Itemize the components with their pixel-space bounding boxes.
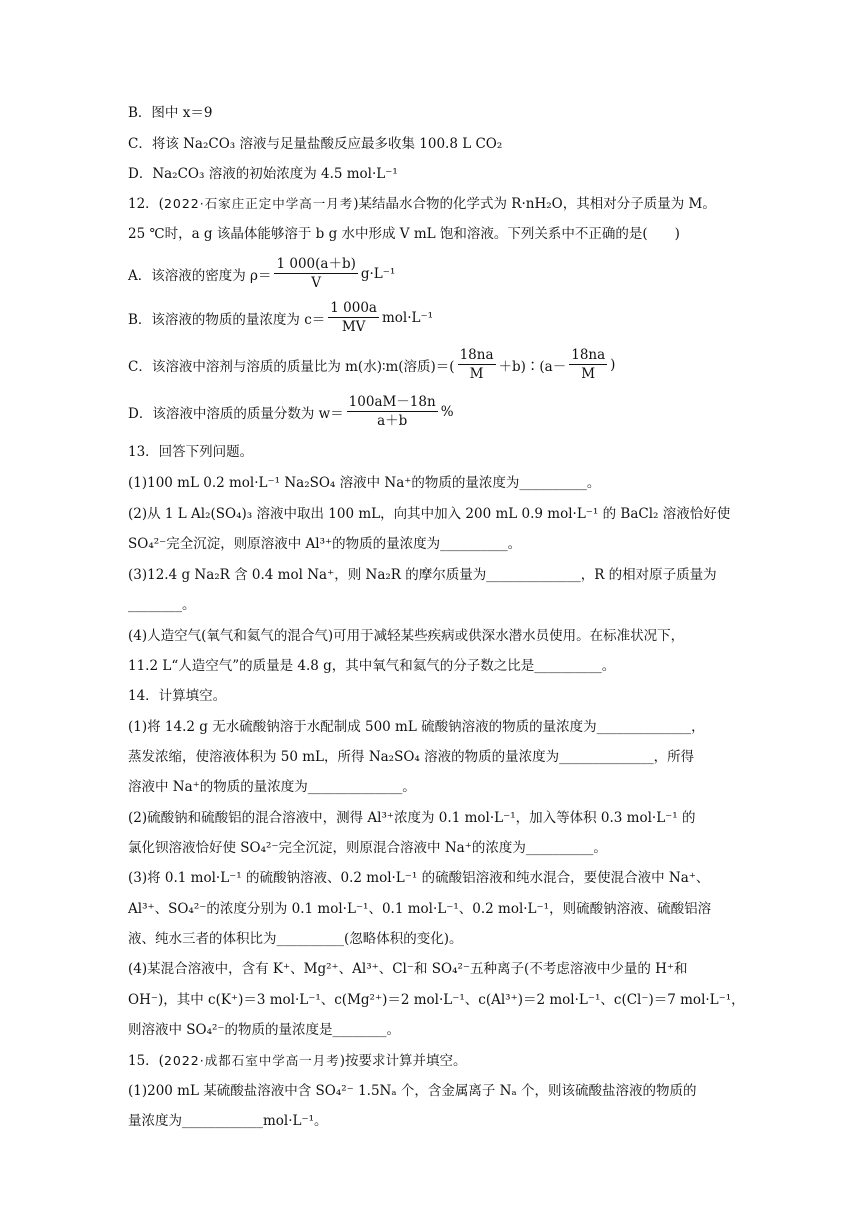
fraction-numerator: 18na bbox=[571, 347, 606, 363]
q14-part3-line2: Al³⁺、SO₄²⁻的浓度分别为 0.1 mol·L⁻¹、0.1 mol·L⁻¹、0.2 mol·L⁻¹，则硫酸钠溶液、硫酸铝溶 bbox=[128, 901, 712, 917]
q13-part2-line2: SO₄²⁻完全沉淀，则原溶液中 Al³⁺的物质的量浓度为__________。 bbox=[128, 536, 522, 552]
q13-part4-line2: 11.2 L“人造空气”的质量是 4.8 g，其中氧气和氦气的分子数之比是__________。 bbox=[128, 658, 616, 674]
q13-part3-line2: ________。 bbox=[128, 597, 196, 613]
fraction-numerator: 1 000a bbox=[330, 300, 377, 316]
q12-option-a bbox=[128, 256, 395, 291]
q13-part2: (2)从 1 L Al₂(SO₄)₃ 溶液中取出 100 mL，向其中加入 200 mL 0.9 mol·L⁻¹ 的 BaCl₂ 溶液恰好使 bbox=[128, 506, 731, 522]
mass-fraction-formula bbox=[347, 394, 438, 429]
q13-part4: (4)人造空气(氧气和氦气的混合气)可用于减轻某些疾病或供深水潜水员使用。在标准状况下， bbox=[128, 628, 685, 644]
q15-number: 15．( bbox=[128, 1053, 164, 1069]
q11-option-d: D．Na₂CO₃ 溶液的初始浓度为 4.5 mol·L⁻¹ bbox=[128, 166, 398, 182]
q14-part1: (1)将 14.2 g 无水硫酸钠溶于水配制成 500 mL 硫酸钠溶液的物质的量浓度为______________， bbox=[128, 719, 705, 735]
q12-number: 12．( bbox=[128, 196, 164, 212]
q12-stem-line2: 25 ℃时，a g 该晶体能够溶于 b g 水中形成 V mL 饱和溶液。下列关系中不正确的是( ) bbox=[128, 226, 680, 242]
q13-part1: (1)100 mL 0.2 mol·L⁻¹ Na₂SO₄ 溶液中 Na⁺的物质的量浓度为__________。 bbox=[128, 475, 601, 491]
q14-part1-line2: 蒸发浓缩，使溶液体积为 50 mL，所得 Na₂SO₄ 溶液的物质的量浓度为______________，所得 bbox=[128, 749, 695, 765]
q14-part3: (3)将 0.1 mol·L⁻¹ 的硫酸钠溶液、0.2 mol·L⁻¹ 的硫酸铝溶液和纯水混合，要使混合液中 Na⁺、 bbox=[128, 870, 710, 886]
q14-title: 14．计算填空。 bbox=[128, 688, 227, 704]
q14-part1-line3: 溶液中 Na⁺的物质的量浓度为______________。 bbox=[128, 779, 416, 795]
q14-part2-line2: 氯化钡溶液恰好使 SO₄²⁻完全沉淀，则原混合溶液中 Na⁺的浓度为__________。 bbox=[128, 840, 607, 856]
option-d-prefix: D．该溶液中溶质的质量分数为 w＝ bbox=[128, 405, 344, 422]
fraction-denominator: M bbox=[581, 366, 596, 382]
mass-ratio-fraction-1 bbox=[458, 347, 496, 382]
density-fraction bbox=[274, 256, 357, 291]
q15-stem-text: )按要求计算并填空。 bbox=[339, 1053, 467, 1069]
option-c-middle: ＋b)∶(a－ bbox=[498, 358, 567, 375]
fraction-denominator: M bbox=[469, 366, 484, 382]
q15-part1: (1)200 mL 某硫酸盐溶液中含 SO₄²⁻ 1.5Nₐ 个，含金属离子 Nₐ 个，则该硫酸盐溶液的物质的 bbox=[128, 1083, 697, 1099]
q14-part3-line3: 液、纯水三者的体积比为__________(忽略体积的变化)。 bbox=[128, 931, 463, 947]
q15-part1-line2: 量浓度为____________mol·L⁻¹。 bbox=[128, 1113, 328, 1129]
q14-part4-line3: 则溶液中 SO₄²⁻的物质的量浓度是________。 bbox=[128, 1022, 401, 1038]
fraction-denominator: V bbox=[311, 275, 322, 291]
q11-option-b: B．图中 x＝9 bbox=[128, 105, 213, 121]
q12-option-d bbox=[128, 394, 454, 429]
q15-stem bbox=[128, 1052, 738, 1070]
q15-source: 2022·成都石室中学高一月考 bbox=[163, 1053, 340, 1068]
fraction-numerator: 100aM－18n bbox=[348, 394, 436, 410]
q14-part2: (2)硫酸钠和硫酸铝的混合溶液中，测得 Al³⁺浓度为 0.1 mol·L⁻¹，加入等体积 0.3 mol·L⁻¹ 的 bbox=[128, 810, 696, 826]
option-b-prefix: B．该溶液的物质的量浓度为 c＝ bbox=[128, 311, 326, 328]
fraction-numerator: 1 000(a＋b) bbox=[276, 256, 356, 272]
q12-source: 2022·石家庄正定中学高一月考 bbox=[163, 196, 354, 211]
mass-ratio-fraction-2 bbox=[569, 347, 607, 382]
q12-stem bbox=[128, 195, 738, 213]
q12-stem-text: )某结晶水合物的化学式为 R·nH₂O，其相对分子质量为 M。 bbox=[353, 196, 716, 212]
option-a-prefix: A．该溶液的密度为 ρ＝ bbox=[128, 267, 272, 284]
q12-option-b bbox=[128, 300, 433, 335]
option-c-suffix: ) bbox=[610, 356, 616, 373]
q13-title: 13．回答下列问题。 bbox=[128, 444, 254, 460]
fraction-numerator: 18na bbox=[459, 347, 494, 363]
q14-part4-line2: OH⁻)，其中 c(K⁺)＝3 mol·L⁻¹、c(Mg²⁺)＝2 mol·L⁻¹、c(Al³⁺)＝2 mol·L⁻¹、c(Cl⁻)＝7 mol·L⁻¹， bbox=[128, 992, 745, 1008]
q12-option-c bbox=[128, 347, 615, 382]
option-b-suffix: mol·L⁻¹ bbox=[381, 309, 434, 326]
concentration-fraction bbox=[328, 300, 379, 335]
option-a-suffix: g·L⁻¹ bbox=[360, 265, 396, 282]
fraction-denominator: MV bbox=[341, 319, 366, 335]
q13-part3: (3)12.4 g Na₂R 含 0.4 mol Na⁺，则 Na₂R 的摩尔质量为______________，R 的相对原子质量为 bbox=[128, 567, 717, 583]
q11-option-c: C．将该 Na₂CO₃ 溶液与足量盐酸反应最多收集 100.8 L CO₂ bbox=[128, 136, 503, 152]
option-d-suffix: % bbox=[440, 403, 454, 420]
option-c-prefix: C．该溶液中溶剂与溶质的质量比为 m(水)∶m(溶质)＝( bbox=[128, 358, 455, 375]
q14-part4: (4)某混合溶液中，含有 K⁺、Mg²⁺、Al³⁺、Cl⁻和 SO₄²⁻五种离子(不考虑溶液中少量的 H⁺和 bbox=[128, 961, 688, 977]
fraction-denominator: a＋b bbox=[377, 413, 408, 429]
